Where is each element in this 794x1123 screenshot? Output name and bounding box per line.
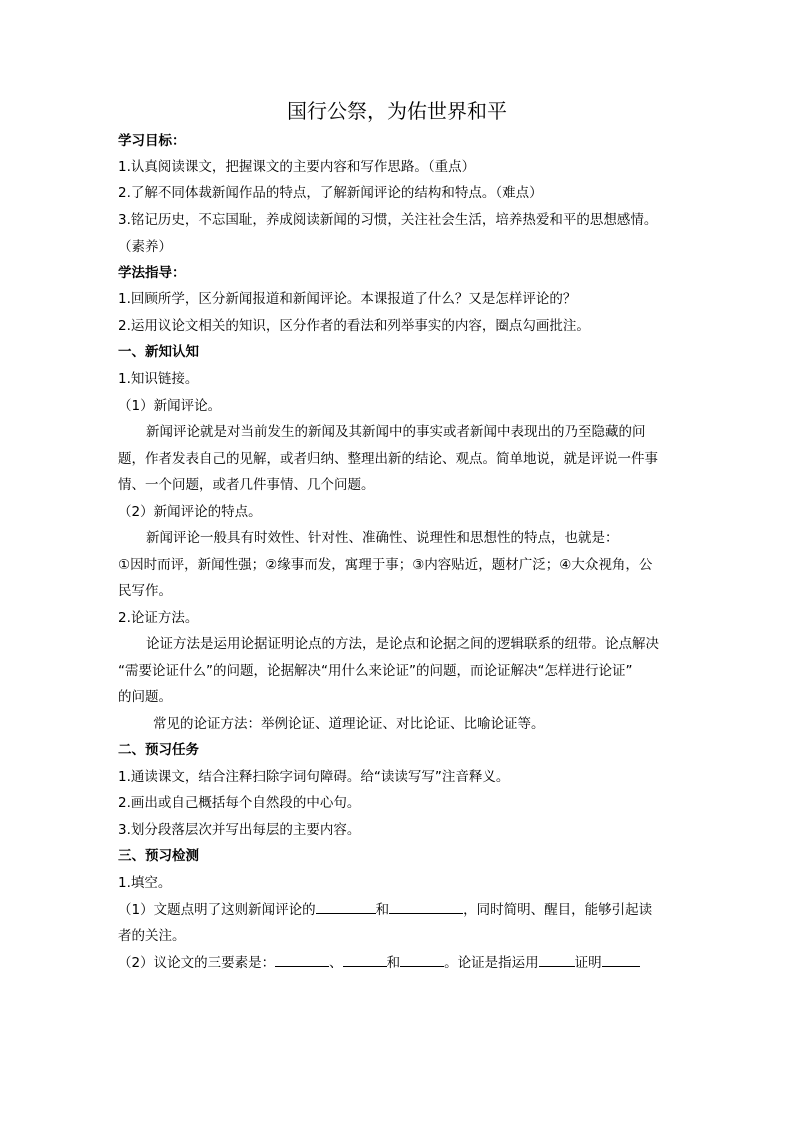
paragraph-line: 民写作。: [118, 583, 172, 599]
paragraph-line: “需要论证什么”的问题，论据解决“用什么来论证”的问题，而论证解决“怎样进行论证”: [118, 663, 633, 679]
task-item: 3.划分段落层次并写出每层的主要内容。: [118, 822, 361, 838]
question-text: ，同时简明、醒目，能够引起读: [463, 902, 653, 918]
section-heading-1: 一、新知认知: [118, 344, 199, 360]
section-heading-2: 二、预习任务: [118, 742, 199, 758]
goal-item: 2.了解不同体裁新闻作品的特点，了解新闻评论的结构和特点。（难点）: [118, 185, 543, 201]
task-item: 1.通读课文，结合注释扫除字词句障碍。给“读读写写”注音释义。: [118, 769, 510, 785]
question-text: （2）议论文的三要素是：: [118, 955, 276, 971]
document-title: 国行公祭，为佑世界和平: [287, 99, 507, 123]
section-heading-3: 三、预习检测: [118, 848, 199, 864]
question-text: 和: [375, 902, 390, 918]
paragraph-line: 新闻评论一般具有时效性、针对性、准确性、说理性和思想性的特点，也就是：: [146, 530, 619, 546]
paragraph-line: 论证方法是运用论据证明论点的方法，是论点和论据之间的逻辑联系的纽带。论点解决: [146, 636, 659, 652]
answer-blank[interactable]: [539, 952, 575, 967]
method-item: 2.运用议论文相关的知识，区分作者的看法和列举事实的内容，圈点勾画批注。: [118, 318, 590, 334]
subheading: （1）新闻评论。: [118, 398, 222, 414]
question-text: 。论证是指运用: [444, 955, 539, 971]
subheading: 1.知识链接。: [118, 371, 199, 387]
section-heading-goals: 学习目标：: [118, 133, 186, 149]
fill-blank-question-1: [118, 899, 678, 920]
subheading: 2.论证方法。: [118, 610, 199, 626]
answer-blank[interactable]: [602, 952, 640, 967]
paragraph-line: 新闻评论就是对当前发生的新闻及其新闻中的事实或者新闻中表现出的乃至隐藏的问: [146, 424, 646, 440]
method-item: 1.回顾所学，区分新闻报道和新闻评论。本课报道了什么？又是怎样评论的？: [118, 291, 577, 307]
subheading: （2）新闻评论的特点。: [118, 504, 262, 520]
task-item: 2.画出或自己概括每个自然段的中心句。: [118, 795, 361, 811]
question-text: 和: [386, 955, 401, 971]
answer-blank[interactable]: [275, 952, 329, 967]
fill-blank-question-2: [118, 952, 678, 973]
paragraph-line: 题，作者发表自己的见解，或者归纳、整理出新的结论、观点。简单地说，就是评说一件事: [118, 451, 658, 467]
paragraph-line: 情、一个问题，或者几件事情、几个问题。: [118, 477, 375, 493]
paragraph-line: 常见的论证方法：举例论证、道理论证、对比论证、比喻论证等。: [153, 716, 545, 732]
question-text: （1）文题点明了这则新闻评论的: [118, 902, 316, 918]
subheading: 1.填空。: [118, 875, 172, 891]
paragraph-line: 者的关注。: [118, 928, 186, 944]
paragraph-line: ①因时而评，新闻性强；②缘事而发，寓理于事；③内容贴近，题材广泛；④大众视角，公: [118, 557, 653, 573]
answer-blank[interactable]: [316, 899, 376, 914]
question-text: 证明: [574, 955, 602, 971]
goal-item: 3.铭记历史，不忘国耻，养成阅读新闻的习惯，关注社会生活，培养热爱和平的思想感情。: [118, 212, 658, 228]
question-text: 、: [329, 955, 343, 971]
paragraph-line: 的问题。: [118, 689, 172, 705]
answer-blank[interactable]: [389, 899, 463, 914]
goal-item: 1.认真阅读课文，把握课文的主要内容和写作思路。（重点）: [118, 159, 476, 175]
answer-blank[interactable]: [343, 952, 387, 967]
section-heading-method: 学法指导：: [118, 265, 186, 281]
goal-item-cont: （素养）: [118, 239, 172, 255]
answer-blank[interactable]: [400, 952, 444, 967]
